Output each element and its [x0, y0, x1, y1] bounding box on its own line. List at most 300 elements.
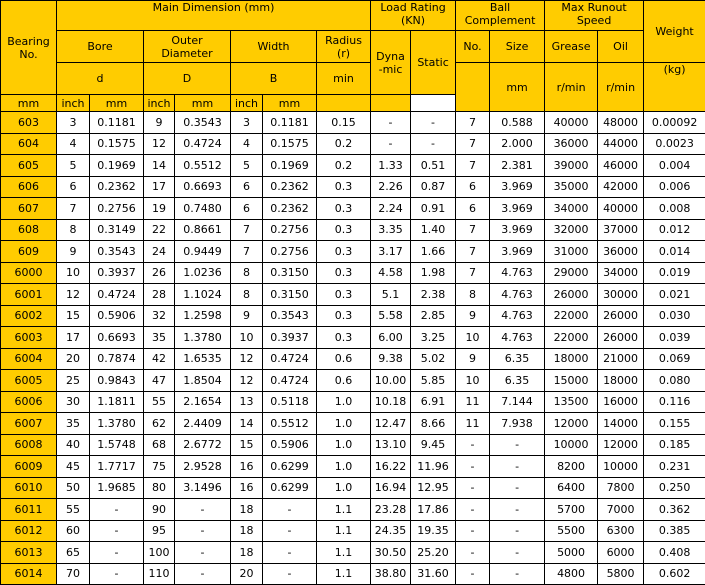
static-load-cell: 1.98: [411, 262, 456, 284]
ball-no-cell: -: [456, 434, 490, 456]
width-mm-cell: 8: [231, 262, 263, 284]
ball-size-cell: 0.588: [490, 112, 545, 134]
table-row: [1, 542, 705, 564]
dynamic-load-cell: 16.94: [371, 477, 411, 499]
width-mm-cell: 7: [231, 241, 263, 263]
width-mm-cell: 3: [231, 112, 263, 134]
width-mm-cell: 12: [231, 348, 263, 370]
dynamic-load-cell: 2.24: [371, 198, 411, 220]
bearing-no-cell: 6004: [1, 348, 57, 370]
dynamic-load-cell: 16.22: [371, 456, 411, 478]
ball-size-cell: 3.969: [490, 198, 545, 220]
width-mm-cell: 7: [231, 219, 263, 241]
bore-inch-cell: 1.7717: [90, 456, 144, 478]
bearing-no-cell: 6005: [1, 370, 57, 392]
table-row: [1, 176, 705, 198]
outer-mm-cell: 55: [144, 391, 175, 413]
oil-speed-cell: 30000: [598, 284, 644, 306]
radius-unit: min: [317, 63, 371, 95]
width-symbol: B: [231, 63, 317, 95]
bearing-no-cell: 6010: [1, 477, 57, 499]
static-header: Static: [411, 31, 456, 95]
ball-no-cell: 6: [456, 176, 490, 198]
static-load-cell: 12.95: [411, 477, 456, 499]
bearing-no-cell: 608: [1, 219, 57, 241]
outer-inch-cell: 1.0236: [175, 262, 231, 284]
bore-inch-cell: 0.4724: [90, 284, 144, 306]
bearing-no-cell: 6006: [1, 391, 57, 413]
table-row: [1, 391, 705, 413]
weight-cell: 0.080: [644, 370, 705, 392]
outer-mm-cell: 75: [144, 456, 175, 478]
ball-size-cell: -: [490, 520, 545, 542]
ball-size-cell: 2.381: [490, 155, 545, 177]
bore-inch-cell: 1.9685: [90, 477, 144, 499]
dynamic-load-cell: 9.38: [371, 348, 411, 370]
width-mm-cell: 18: [231, 520, 263, 542]
bearing-no-cell: 6003: [1, 327, 57, 349]
bearing-no-cell: 6007: [1, 413, 57, 435]
bore-inch-cell: 0.3149: [90, 219, 144, 241]
radius-mm-header: mm: [263, 95, 317, 112]
table-row: [1, 413, 705, 435]
grease-header: Grease: [545, 31, 598, 63]
width-mm-cell: 20: [231, 563, 263, 585]
dynamic-load-cell: 2.26: [371, 176, 411, 198]
bore-mm-cell: 6: [57, 176, 90, 198]
outer-mm-cell: 62: [144, 413, 175, 435]
dynamic-load-cell: 30.50: [371, 542, 411, 564]
bore-mm-cell: 60: [57, 520, 90, 542]
ball-no-cell: 6: [456, 198, 490, 220]
outer-mm-cell: 14: [144, 155, 175, 177]
bore-mm-cell: 7: [57, 198, 90, 220]
weight-cell: 0.0023: [644, 133, 705, 155]
outer-inch-cell: 2.1654: [175, 391, 231, 413]
radius-cell: 1.0: [317, 391, 371, 413]
outer-mm-cell: 32: [144, 305, 175, 327]
oil-speed-cell: 7000: [598, 499, 644, 521]
width-inch-cell: -: [263, 563, 317, 585]
ball-no-cell: -: [456, 563, 490, 585]
width-inch-cell: 0.5906: [263, 434, 317, 456]
static-load-cell: 31.60: [411, 563, 456, 585]
bore-mm-cell: 5: [57, 155, 90, 177]
bore-inch-cell: 0.7874: [90, 348, 144, 370]
oil-speed-cell: 18000: [598, 370, 644, 392]
width-mm-cell: 13: [231, 391, 263, 413]
oil-speed-cell: 46000: [598, 155, 644, 177]
bore-inch-cell: 0.5906: [90, 305, 144, 327]
bore-mm-cell: 65: [57, 542, 90, 564]
static-load-cell: 2.38: [411, 284, 456, 306]
radius-cell: 0.3: [317, 262, 371, 284]
oil-unit: r/min: [598, 63, 644, 112]
table-row: [1, 262, 705, 284]
outer-mm-cell: 35: [144, 327, 175, 349]
ball-size-cell: 4.763: [490, 305, 545, 327]
grease-speed-cell: 26000: [545, 284, 598, 306]
outer-inch-cell: 0.4724: [175, 133, 231, 155]
ball-no-cell: -: [456, 456, 490, 478]
oil-speed-cell: 5800: [598, 563, 644, 585]
weight-cell: 0.030: [644, 305, 705, 327]
grease-speed-cell: 36000: [545, 133, 598, 155]
ball-size-cell: 7.144: [490, 391, 545, 413]
static-load-cell: 2.85: [411, 305, 456, 327]
weight-unit: (kg): [644, 63, 705, 112]
weight-cell: 0.069: [644, 348, 705, 370]
bore-mm-cell: 55: [57, 499, 90, 521]
bore-inch-cell: -: [90, 542, 144, 564]
ball-no-cell: 7: [456, 219, 490, 241]
ball-size-cell: -: [490, 477, 545, 499]
dynamic-load-cell: -: [371, 112, 411, 134]
dynamic-load-cell: 3.17: [371, 241, 411, 263]
ball-no-header: No.: [456, 31, 490, 63]
width-mm-cell: 4: [231, 133, 263, 155]
bore-mm-header: mm: [1, 95, 57, 112]
ball-no-cell: 7: [456, 241, 490, 263]
dynamic-load-cell: 5.58: [371, 305, 411, 327]
width-inch-cell: 0.4724: [263, 348, 317, 370]
ball-no-cell: 11: [456, 391, 490, 413]
ball-size-cell: 4.763: [490, 262, 545, 284]
ball-size-cell: -: [490, 542, 545, 564]
ball-no-cell: -: [456, 477, 490, 499]
bore-header: Bore: [57, 31, 144, 63]
static-load-cell: -: [411, 133, 456, 155]
size-unit: mm: [490, 63, 545, 112]
ball-size-cell: -: [490, 434, 545, 456]
dynamic-load-cell: -: [371, 133, 411, 155]
outer-diameter-header: Outer Diameter: [144, 31, 231, 63]
outer-mm-cell: 42: [144, 348, 175, 370]
bore-mm-cell: 3: [57, 112, 90, 134]
max-runout-speed-header: Max Runout Speed: [545, 1, 644, 31]
static-load-cell: 0.87: [411, 176, 456, 198]
static-unit-cell: [371, 95, 411, 112]
bore-mm-cell: 17: [57, 327, 90, 349]
grease-speed-cell: 31000: [545, 241, 598, 263]
weight-cell: 0.021: [644, 284, 705, 306]
table-row: [1, 155, 705, 177]
bore-mm-cell: 70: [57, 563, 90, 585]
ball-no-cell: -: [456, 542, 490, 564]
radius-cell: 1.0: [317, 413, 371, 435]
bore-inch-cell: 0.1575: [90, 133, 144, 155]
grease-speed-cell: 5700: [545, 499, 598, 521]
radius-cell: 0.3: [317, 241, 371, 263]
width-mm-cell: 9: [231, 305, 263, 327]
ball-size-cell: 6.35: [490, 370, 545, 392]
width-mm-cell: 18: [231, 499, 263, 521]
bore-mm-cell: 25: [57, 370, 90, 392]
static-load-cell: -: [411, 112, 456, 134]
table-row: [1, 112, 705, 134]
table-row: [1, 305, 705, 327]
oil-speed-cell: 16000: [598, 391, 644, 413]
radius-cell: 1.1: [317, 499, 371, 521]
oil-speed-cell: 34000: [598, 262, 644, 284]
width-mm-cell: 16: [231, 456, 263, 478]
bore-inch-cell: 0.2756: [90, 198, 144, 220]
weight-cell: 0.006: [644, 176, 705, 198]
grease-speed-cell: 35000: [545, 176, 598, 198]
ball-no-cell: 8: [456, 284, 490, 306]
weight-cell: 0.385: [644, 520, 705, 542]
ball-no-cell: -: [456, 520, 490, 542]
bearing-no-cell: 603: [1, 112, 57, 134]
load-rating-header: Load Rating (KN): [371, 1, 456, 31]
width-header: Width: [231, 31, 317, 63]
oil-speed-cell: 7800: [598, 477, 644, 499]
outer-inch-cell: 2.6772: [175, 434, 231, 456]
table-row: [1, 219, 705, 241]
grease-speed-cell: 10000: [545, 434, 598, 456]
width-inch-cell: 0.2756: [263, 241, 317, 263]
bearing-no-cell: 6012: [1, 520, 57, 542]
static-load-cell: 1.66: [411, 241, 456, 263]
table-body: [1, 112, 705, 585]
outer-inch-cell: 1.1024: [175, 284, 231, 306]
width-inch-cell: 0.5118: [263, 391, 317, 413]
dynamic-load-cell: 12.47: [371, 413, 411, 435]
bearing-no-cell: 6008: [1, 434, 57, 456]
bore-inch-cell: 0.3937: [90, 262, 144, 284]
table-header: [1, 1, 705, 112]
bearing-no-cell: 6013: [1, 542, 57, 564]
radius-cell: 1.0: [317, 477, 371, 499]
radius-cell: 0.2: [317, 133, 371, 155]
dynamic-load-cell: 10.00: [371, 370, 411, 392]
outer-mm-cell: 28: [144, 284, 175, 306]
width-inch-cell: 0.2756: [263, 219, 317, 241]
width-inch-cell: 0.1575: [263, 133, 317, 155]
width-inch-cell: -: [263, 542, 317, 564]
static-load-cell: 3.25: [411, 327, 456, 349]
bore-inch-cell: 1.1811: [90, 391, 144, 413]
grease-speed-cell: 34000: [545, 198, 598, 220]
grease-speed-cell: 12000: [545, 413, 598, 435]
bore-mm-cell: 10: [57, 262, 90, 284]
outer-inch-cell: 1.2598: [175, 305, 231, 327]
table-row: [1, 198, 705, 220]
static-load-cell: 11.96: [411, 456, 456, 478]
ball-complement-header: Ball Complement: [456, 1, 545, 31]
oil-speed-cell: 36000: [598, 241, 644, 263]
width-inch-header: inch: [231, 95, 263, 112]
static-load-cell: 9.45: [411, 434, 456, 456]
bore-mm-cell: 35: [57, 413, 90, 435]
main-dimension-header: Main Dimension (mm): [57, 1, 371, 31]
weight-cell: 0.362: [644, 499, 705, 521]
weight-cell: 0.155: [644, 413, 705, 435]
outer-inch-cell: 1.8504: [175, 370, 231, 392]
static-load-cell: 25.20: [411, 542, 456, 564]
radius-cell: 1.0: [317, 456, 371, 478]
outer-mm-cell: 90: [144, 499, 175, 521]
table-row: [1, 434, 705, 456]
dynamic-load-cell: 24.35: [371, 520, 411, 542]
radius-cell: 0.15: [317, 112, 371, 134]
outer-inch-cell: 0.7480: [175, 198, 231, 220]
outer-inch-cell: -: [175, 499, 231, 521]
bore-mm-cell: 12: [57, 284, 90, 306]
dynamic-unit-cell: [317, 95, 371, 112]
dynamic-load-cell: 6.00: [371, 327, 411, 349]
weight-header: Weight: [644, 1, 705, 63]
radius-cell: 0.3: [317, 327, 371, 349]
width-inch-cell: -: [263, 499, 317, 521]
oil-speed-cell: 42000: [598, 176, 644, 198]
oil-speed-cell: 10000: [598, 456, 644, 478]
ball-size-cell: 3.969: [490, 241, 545, 263]
weight-cell: 0.014: [644, 241, 705, 263]
ball-size-cell: 4.763: [490, 284, 545, 306]
bearing-no-cell: 6009: [1, 456, 57, 478]
static-load-cell: 17.86: [411, 499, 456, 521]
ball-no-cell: 7: [456, 262, 490, 284]
width-inch-cell: 0.2362: [263, 176, 317, 198]
bore-mm-cell: 20: [57, 348, 90, 370]
dynamic-load-cell: 23.28: [371, 499, 411, 521]
ball-no-cell: 7: [456, 133, 490, 155]
bore-inch-cell: 0.2362: [90, 176, 144, 198]
grease-speed-cell: 6400: [545, 477, 598, 499]
radius-cell: 0.6: [317, 348, 371, 370]
table-row: [1, 133, 705, 155]
ball-size-cell: 3.969: [490, 176, 545, 198]
oil-speed-cell: 37000: [598, 219, 644, 241]
width-inch-cell: 0.3150: [263, 262, 317, 284]
radius-cell: 1.1: [317, 520, 371, 542]
table-row: [1, 499, 705, 521]
table-row: [1, 327, 705, 349]
outer-symbol: D: [144, 63, 231, 95]
width-inch-cell: -: [263, 520, 317, 542]
outer-inch-cell: 1.6535: [175, 348, 231, 370]
table-row: [1, 563, 705, 585]
bearing-no-cell: 607: [1, 198, 57, 220]
radius-cell: 1.0: [317, 434, 371, 456]
weight-cell: 0.019: [644, 262, 705, 284]
width-inch-cell: 0.6299: [263, 456, 317, 478]
outer-inch-cell: -: [175, 542, 231, 564]
radius-cell: 0.6: [317, 370, 371, 392]
width-inch-cell: 0.3150: [263, 284, 317, 306]
weight-cell: 0.004: [644, 155, 705, 177]
width-inch-cell: 0.5512: [263, 413, 317, 435]
ball-size-cell: 7.938: [490, 413, 545, 435]
ball-no-cell: 7: [456, 112, 490, 134]
oil-speed-cell: 26000: [598, 305, 644, 327]
bore-inch-cell: 0.9843: [90, 370, 144, 392]
width-mm-cell: 12: [231, 370, 263, 392]
weight-cell: 0.250: [644, 477, 705, 499]
weight-cell: 0.231: [644, 456, 705, 478]
dynamic-load-cell: 4.58: [371, 262, 411, 284]
ball-size-header: Size: [490, 31, 545, 63]
oil-speed-cell: 48000: [598, 112, 644, 134]
bearing-no-cell: 6011: [1, 499, 57, 521]
radius-cell: 1.1: [317, 563, 371, 585]
dynamic-load-cell: 13.10: [371, 434, 411, 456]
grease-speed-cell: 15000: [545, 370, 598, 392]
oil-speed-cell: 44000: [598, 133, 644, 155]
bore-mm-cell: 4: [57, 133, 90, 155]
radius-cell: 0.3: [317, 176, 371, 198]
radius-cell: 1.1: [317, 542, 371, 564]
dynamic-header: Dyna -mic: [371, 31, 411, 95]
dynamic-load-cell: 38.80: [371, 563, 411, 585]
static-load-cell: 5.02: [411, 348, 456, 370]
table-row: [1, 477, 705, 499]
weight-cell: 0.185: [644, 434, 705, 456]
table-row: [1, 348, 705, 370]
bearing-no-cell: 606: [1, 176, 57, 198]
outer-inch-cell: 2.9528: [175, 456, 231, 478]
width-inch-cell: 0.3937: [263, 327, 317, 349]
static-load-cell: 0.91: [411, 198, 456, 220]
width-mm-cell: 10: [231, 327, 263, 349]
width-mm-cell: 5: [231, 155, 263, 177]
ball-no-cell: 11: [456, 413, 490, 435]
outer-inch-cell: -: [175, 563, 231, 585]
outer-inch-cell: 0.6693: [175, 176, 231, 198]
bore-mm-cell: 9: [57, 241, 90, 263]
table-row: [1, 241, 705, 263]
width-mm-cell: 8: [231, 284, 263, 306]
bore-symbol: d: [57, 63, 144, 95]
radius-cell: 0.2: [317, 155, 371, 177]
bore-inch-cell: 0.6693: [90, 327, 144, 349]
static-load-cell: 5.85: [411, 370, 456, 392]
width-mm-cell: 18: [231, 542, 263, 564]
outer-mm-cell: 19: [144, 198, 175, 220]
grease-unit: r/min: [545, 63, 598, 112]
ball-no-cell: 10: [456, 370, 490, 392]
outer-inch-header: inch: [144, 95, 175, 112]
grease-speed-cell: 4800: [545, 563, 598, 585]
bore-inch-cell: 1.5748: [90, 434, 144, 456]
bore-inch-cell: -: [90, 563, 144, 585]
width-inch-cell: 0.1969: [263, 155, 317, 177]
bearing-no-cell: 605: [1, 155, 57, 177]
width-mm-cell: 6: [231, 198, 263, 220]
outer-inch-cell: 2.4409: [175, 413, 231, 435]
outer-inch-cell: 1.3780: [175, 327, 231, 349]
grease-speed-cell: 22000: [545, 327, 598, 349]
oil-speed-cell: 40000: [598, 198, 644, 220]
bore-inch-cell: 0.1969: [90, 155, 144, 177]
grease-speed-cell: 29000: [545, 262, 598, 284]
outer-mm-cell: 24: [144, 241, 175, 263]
bore-mm-cell: 45: [57, 456, 90, 478]
static-load-cell: 8.66: [411, 413, 456, 435]
oil-speed-cell: 6000: [598, 542, 644, 564]
bore-mm-cell: 8: [57, 219, 90, 241]
bearing-no-cell: 6000: [1, 262, 57, 284]
outer-mm-cell: 26: [144, 262, 175, 284]
table-row: [1, 370, 705, 392]
radius-header: Radius (r): [317, 31, 371, 63]
width-mm-cell: 6: [231, 176, 263, 198]
static-load-cell: 6.91: [411, 391, 456, 413]
radius-cell: 0.3: [317, 198, 371, 220]
outer-mm-header: mm: [90, 95, 144, 112]
bore-inch-cell: 0.1181: [90, 112, 144, 134]
